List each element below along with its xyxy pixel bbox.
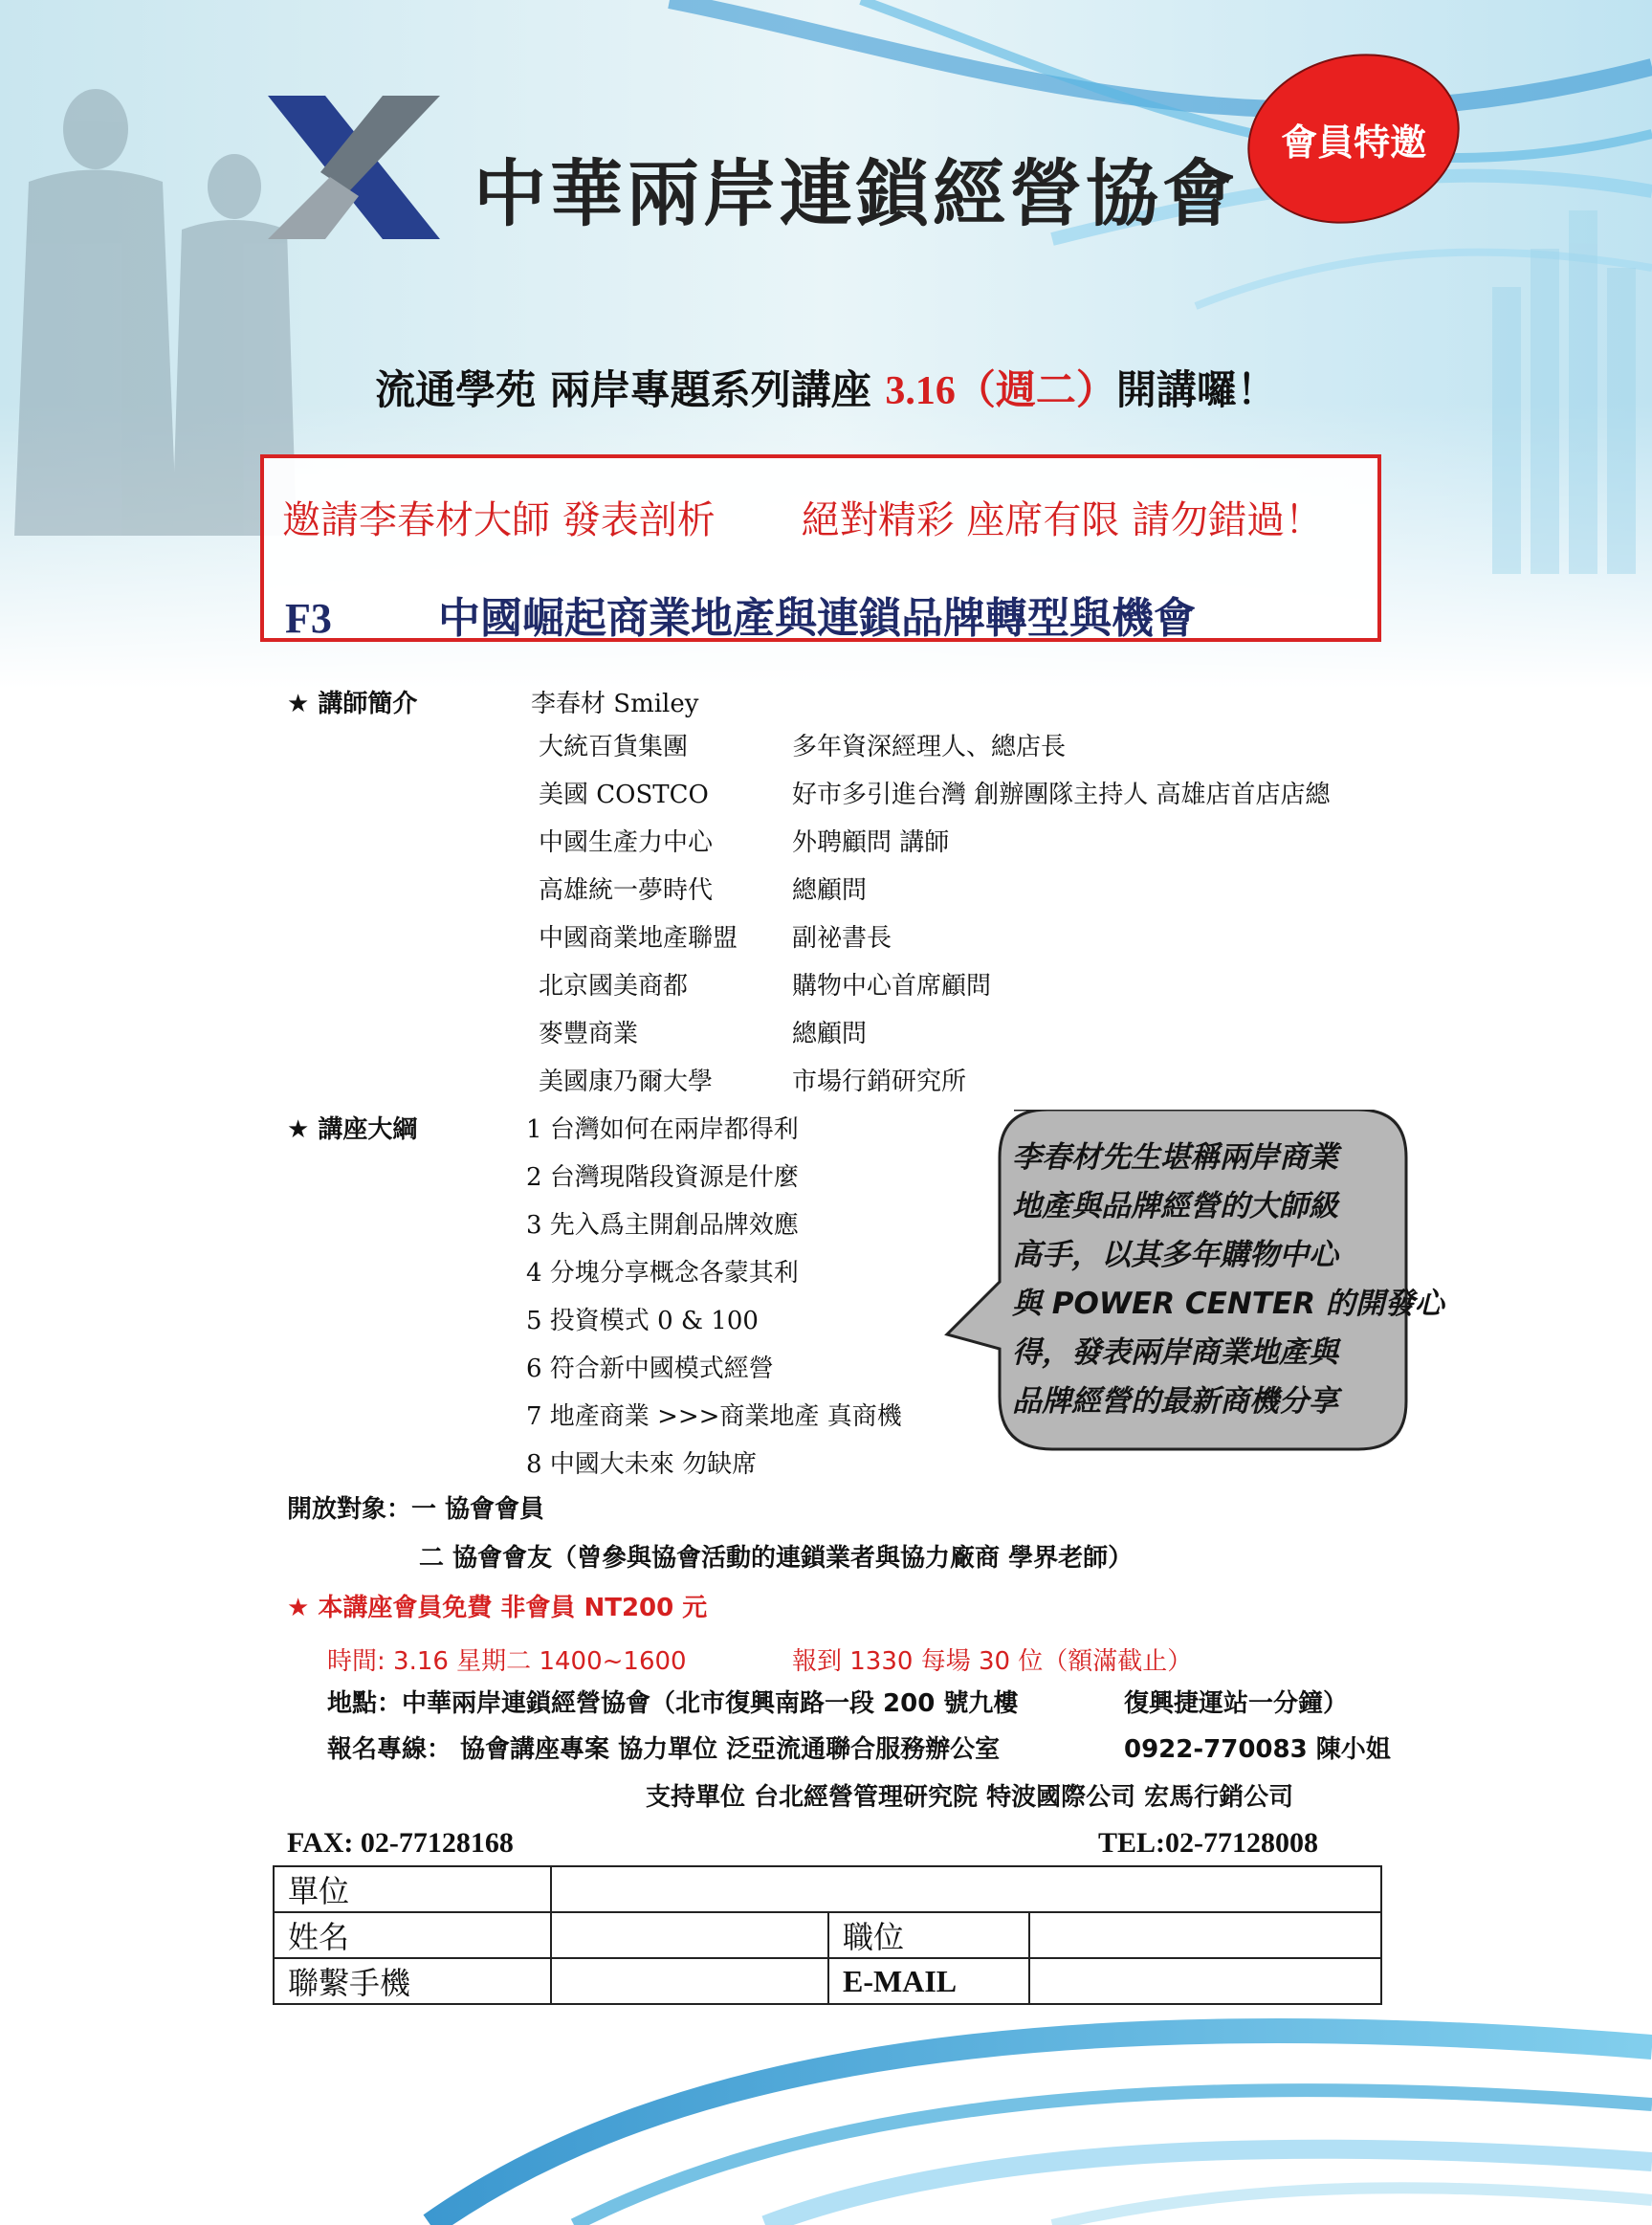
form-field-email[interactable]: [1029, 1958, 1381, 2004]
registration-form: [273, 1865, 1382, 2005]
audience-line-1: 開放對象：一 協會會員: [287, 1495, 545, 1524]
callout-line: 品牌經營的最新商機分享: [1012, 1384, 1338, 1419]
invite-urgency: 絕對精彩 座席有限 請勿錯過！: [801, 498, 1324, 542]
callout-line: 得，發表兩岸商業地產與: [1012, 1335, 1338, 1370]
role-title: 總顧問: [792, 876, 868, 905]
speaker-section-label: ★ 講師簡介: [287, 690, 418, 718]
badge-text: 會員特邀: [1280, 121, 1427, 164]
role-org: 高雄統一夢時代: [539, 876, 714, 905]
location-text: 地點：中華兩岸連鎖經營協會（北市復興南路一段 200 號九樓: [327, 1689, 1019, 1718]
speaker-name: 李春材 Smiley: [531, 690, 699, 718]
outline-item: 6 符合新中國模式經營: [526, 1355, 774, 1383]
audience-line-2: 二 協會會友（曾參與協會活動的連鎖業者與協力廠商 學界老師）: [419, 1544, 1134, 1573]
location-metro: 復興捷運站一分鐘）: [1124, 1689, 1349, 1718]
x-logo-icon: [268, 96, 440, 239]
course-code: F3: [285, 595, 332, 642]
role-title: 市場行銷研究所: [792, 1068, 967, 1096]
callout-line: 李春材先生堪稱兩岸商業: [1012, 1140, 1338, 1175]
form-label-mobile: 聯繫手機: [274, 1958, 551, 2004]
outline-section-label: ★ 講座大綱: [287, 1115, 418, 1144]
time-text: 時間: 3.16 星期二 1400~1600: [327, 1647, 687, 1676]
form-label-position: 職位: [828, 1912, 1029, 1958]
form-field-mobile[interactable]: [551, 1958, 828, 2004]
role-title: 外聘顧問 講師: [792, 828, 950, 857]
callout-line: 高手，以其多年購物中心: [1012, 1238, 1338, 1272]
outline-item: 5 投資模式 0 & 100: [526, 1307, 759, 1335]
outline-item: 8 中國大未來 勿缺席: [526, 1450, 758, 1479]
role-title: 購物中心首席顧問: [792, 972, 992, 1001]
form-field-name[interactable]: [551, 1912, 828, 1958]
registration-phone: 0922-770083 陳小姐: [1124, 1735, 1391, 1764]
role-org: 大統百貨集團: [539, 733, 689, 761]
invite-speaker: 邀請李春材大師 發表剖析: [282, 498, 716, 542]
checkin-text: 報到 1330 每場 30 位（額滿截止）: [792, 1647, 1193, 1676]
role-title: 總顧問: [792, 1020, 868, 1048]
callout-line: 地產與品牌經營的大師級: [1012, 1189, 1338, 1223]
headline-suffix: 開講囉！: [1115, 366, 1277, 413]
role-org: 美國康乃爾大學: [539, 1068, 714, 1096]
role-org: 美國 COSTCO: [539, 781, 709, 809]
form-label-email: E-MAIL: [828, 1958, 1029, 2004]
callout-text: [1012, 1134, 1444, 1426]
role-title: 好市多引進台灣 創辦團隊主持人 高雄店首店店總: [792, 781, 1331, 809]
form-label-unit: 單位: [274, 1866, 551, 1912]
outline-item: 3 先入爲主開創品牌效應: [526, 1211, 799, 1240]
callout-line: 與 POWER CENTER 的開發心: [1012, 1287, 1444, 1321]
role-org: 中國生產力中心: [539, 828, 714, 857]
role-title: 副祕書長: [792, 924, 892, 953]
outline-item: 4 分塊分享概念各蒙其利: [526, 1259, 799, 1288]
outline-item: 2 台灣現階段資源是什麼: [526, 1163, 799, 1192]
form-row-contact: [274, 1958, 1381, 2004]
invite-line: [282, 490, 1323, 544]
form-row-name: [274, 1912, 1381, 1958]
org-name: 中華兩岸連鎖經營協會: [474, 151, 1239, 236]
fee-text: ★ 本講座會員免費 非會員 NT200 元: [287, 1594, 708, 1622]
course-title-line: [285, 584, 1196, 645]
form-field-position[interactable]: [1029, 1912, 1381, 1958]
role-org: 北京國美商都: [539, 972, 689, 1001]
support-units: 支持單位 台北經營管理研究院 特波國際公司 宏馬行銷公司: [646, 1783, 1294, 1812]
headline-prefix: 流通學苑 兩岸專題系列講座: [375, 366, 886, 413]
form-row-unit: [274, 1866, 1381, 1912]
headline: [0, 359, 1652, 416]
form-label-name: 姓名: [274, 1912, 551, 1958]
outline-item: 7 地產商業 >>>商業地產 真商機: [526, 1402, 902, 1431]
fax-number: FAX: 02-77128168: [287, 1827, 514, 1859]
headline-date: 3.16（週二）: [885, 369, 1116, 413]
course-title: 中國崛起商業地產與連鎖品牌轉型與機會: [438, 594, 1196, 643]
role-org: 麥豐商業: [539, 1020, 639, 1048]
form-field-unit[interactable]: [551, 1866, 1381, 1912]
tel-number: TEL:02-77128008: [1098, 1827, 1319, 1859]
role-org: 中國商業地產聯盟: [539, 924, 738, 953]
outline-item: 1 台灣如何在兩岸都得利: [526, 1115, 799, 1144]
role-title: 多年資深經理人、總店長: [792, 733, 1067, 761]
registration-label: 報名專線： 協會講座專案 協力單位 泛亞流通聯合服務辦公室: [327, 1735, 1001, 1764]
